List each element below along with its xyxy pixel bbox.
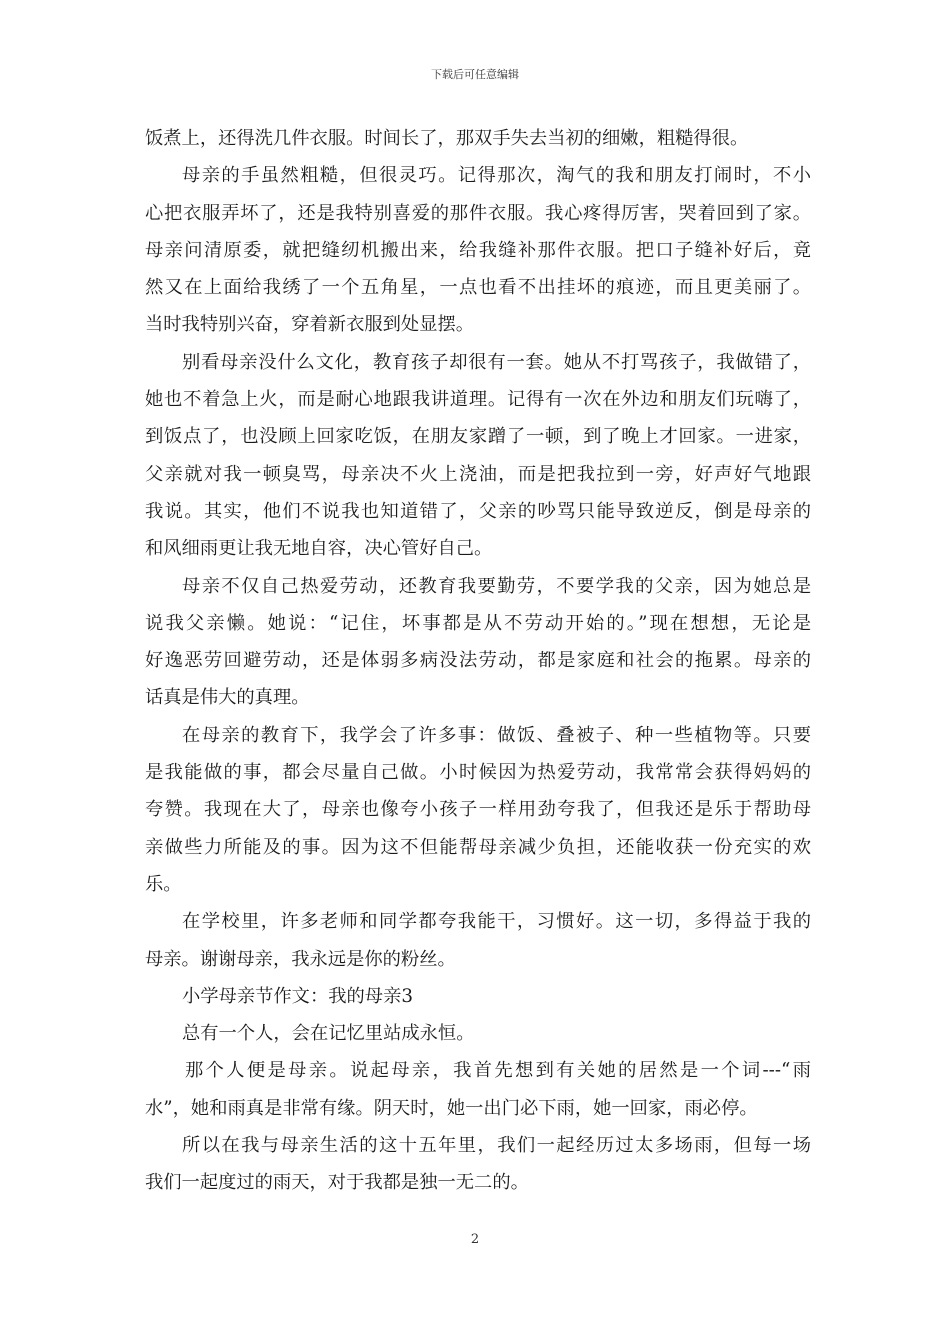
text-line: 母亲。谢谢母亲，我永远是你的粉丝。 [145,948,456,970]
section-heading: 小学母亲节作文：我的母亲3 [182,985,414,1007]
text-line: 那个人便是母亲。说起母亲，我首先想到有关她的居然是一个词---“雨 [185,1060,811,1082]
text-line: 亲做些力所能及的事。因为这不但能帮母亲减少负担，还能收获一份充实的欢 [145,836,811,858]
text-line: 母亲不仅自己热爱劳动，还教育我要勤劳，不要学我的父亲，因为她总是 [182,575,811,597]
text-line: 乐。 [145,873,182,895]
text-line: 父亲就对我一顿臭骂，母亲决不火上浇油，而是把我拉到一旁，好声好气地跟 [145,463,811,485]
text-line: 话真是伟大的真理。 [145,687,310,709]
text-line: 好逸恶劳回避劳动，还是体弱多病没法劳动，都是家庭和社会的拖累。母亲的 [145,650,811,672]
text-line: 母亲的手虽然粗糙，但很灵巧。记得那次，淘气的我和朋友打闹时，不小 [182,165,811,187]
text-line: 所以在我与母亲生活的这十五年里，我们一起经历过太多场雨，但每一场 [182,1135,811,1157]
text-line: 水”，她和雨真是非常有缘。阴天时，她一出门必下雨，她一回家，雨必停。 [145,1097,758,1119]
page-header: 下载后可任意编辑 [431,68,519,81]
text-line: 她也不着急上火，而是耐心地跟我讲道理。记得有一次在外边和朋友们玩嗨了， [145,389,811,411]
text-line: 别看母亲没什么文化，教育孩子却很有一套。她从不打骂孩子，我做错了， [182,351,811,373]
text-line: 总有一个人，会在记忆里站成永恒。 [182,1023,475,1045]
document-body [145,120,811,1202]
text-line: 当时我特别兴奋，穿着新衣服到处显摆。 [145,314,475,336]
text-line: 在母亲的教育下，我学会了许多事：做饭、叠被子、种一些植物等。只要 [182,724,811,746]
page-number: 2 [470,1232,480,1247]
text-line: 然又在上面给我绣了一个五角星，一点也看不出挂坏的痕迹，而且更美丽了。 [145,277,811,299]
text-line: 我说。其实，他们不说我也知道错了，父亲的吵骂只能导致逆反，倒是母亲的 [145,500,811,522]
text-line: 母亲问清原委，就把缝纫机搬出来，给我缝补那件衣服。把口子缝补好后，竟 [145,239,811,261]
text-line: 我们一起度过的雨天，对于我都是独一无二的。 [145,1172,529,1194]
text-line: 和风细雨更让我无地自容，决心管好自己。 [145,538,493,560]
text-line: 心把衣服弄坏了，还是我特别喜爱的那件衣服。我心疼得厉害，哭着回到了家。 [145,202,811,224]
text-line: 到饭点了，也没顾上回家吃饭，在朋友家蹭了一顿，到了晚上才回家。一进家， [145,426,811,448]
text-line: 说我父亲懒。她说：“记住，坏事都是从不劳动开始的。”现在想想，无论是 [145,612,811,634]
text-line: 夸赞。我现在大了，母亲也像夸小孩子一样用劲夸我了，但我还是乐于帮助母 [145,799,811,821]
text-line: 在学校里，许多老师和同学都夸我能干，习惯好。这一切，多得益于我的 [182,911,811,933]
text-line: 是我能做的事，都会尽量自己做。小时候因为热爱劳动，我常常会获得妈妈的 [145,762,811,784]
text-line: 饭煮上，还得洗几件衣服。时间长了，那双手失去当初的细嫩，粗糙得很。 [145,128,749,149]
